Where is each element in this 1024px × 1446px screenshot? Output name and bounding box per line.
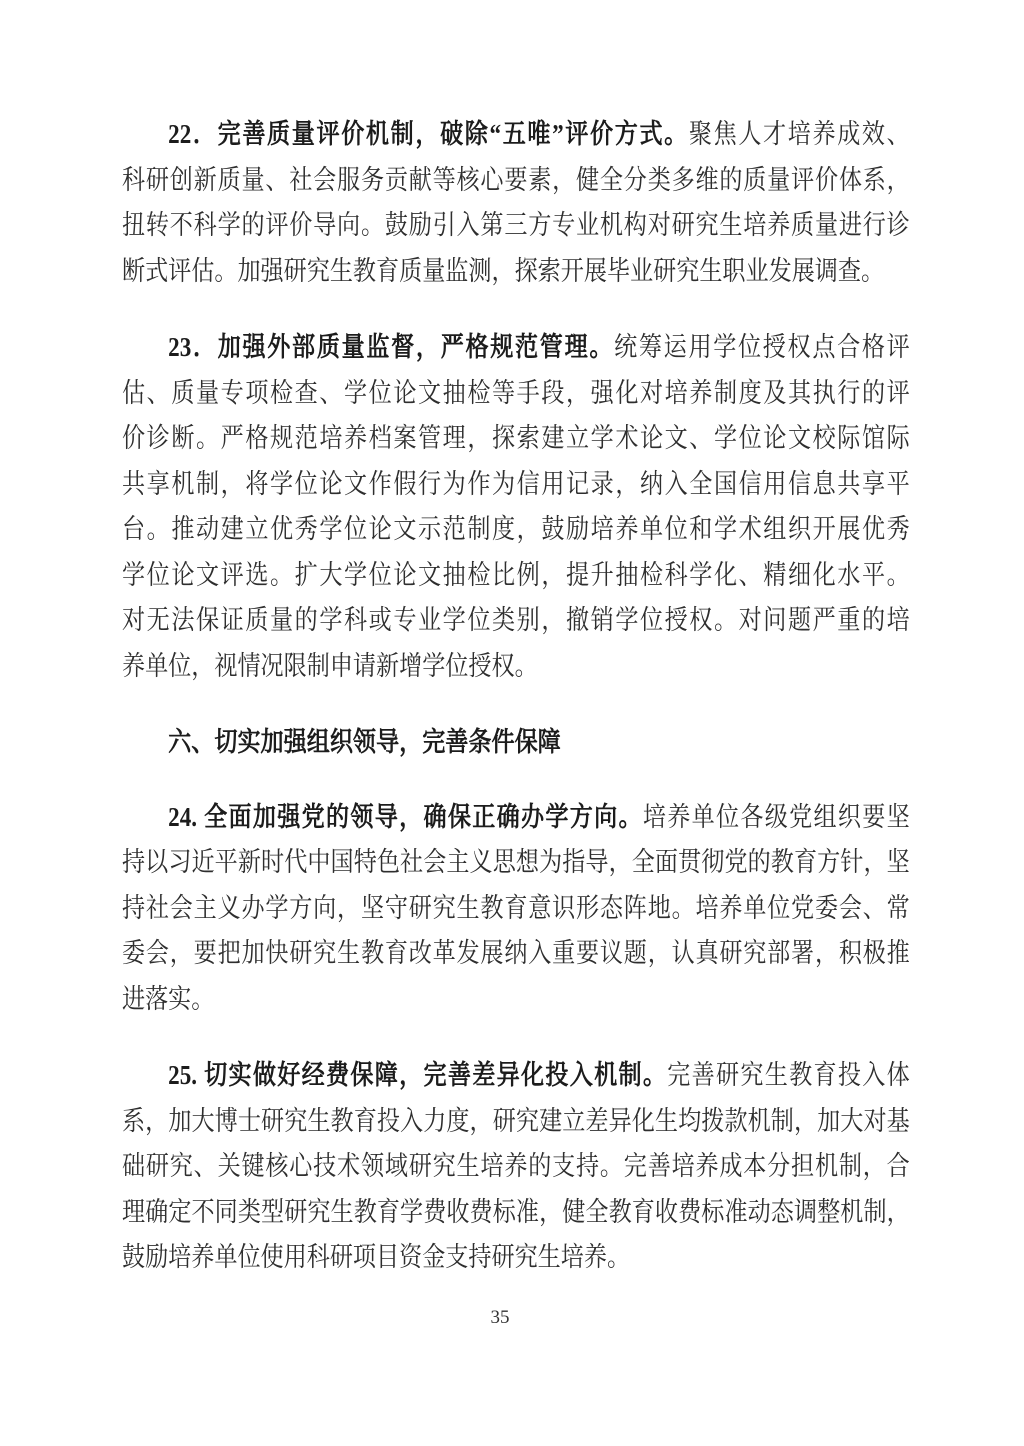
text-line — [122, 203, 910, 249]
body-text: 培养单位各级党组织要坚 — [642, 801, 910, 832]
body-text: 统筹运用学位授权点合格评 — [614, 332, 910, 362]
text-line — [122, 158, 910, 204]
text-line — [122, 795, 910, 841]
bold-lead-text: 25. 切实做好经费保障，完善差异化投入机制。 — [168, 1060, 668, 1090]
body-text: 完善研究生教育投入体 — [667, 1060, 910, 1090]
text-line — [122, 1235, 910, 1281]
body-text: 委会，要把加快研究生教育改革发展纳入重要议题，认真研究部署，积极推 — [122, 938, 910, 968]
body-text: 学位论文评选。扩大学位论文抽检比例，提升抽检科学化、精细化水平。 — [122, 559, 910, 590]
document-body — [122, 112, 910, 1312]
text-line — [122, 977, 910, 1023]
text-line — [122, 553, 910, 599]
page-number: 35 — [490, 1307, 510, 1328]
paragraph-item-22 — [122, 112, 910, 294]
body-text: 养单位，视情况限制申请新增学位授权。 — [122, 650, 538, 681]
text-line — [122, 507, 910, 553]
body-text: 对无法保证质量的学科或专业学位类别，撤销学位授权。对问题严重的培 — [122, 605, 910, 635]
text-line — [122, 1144, 910, 1190]
body-text: 台。推动建立优秀学位论文示范制度，鼓励培养单位和学术组织开展优秀 — [122, 514, 910, 544]
body-text: 系，加大博士研究生教育投入力度，研究建立差异化生均拨款机制，加大对基 — [122, 1105, 910, 1136]
body-text: 础研究、关键核心技术领域研究生培养的支持。完善培养成本分担机制，合 — [122, 1151, 910, 1181]
section-heading-text: 六、切实加强组织领导，完善条件保障 — [168, 727, 561, 757]
body-text: 持以习近平新时代中国特色社会主义思想为指导，全面贯彻党的教育方针，坚 — [122, 847, 910, 877]
paragraph-item-23 — [122, 325, 910, 689]
text-line — [122, 462, 910, 508]
text-line — [122, 840, 910, 886]
body-text: 聚焦人才培养成效、 — [688, 119, 910, 149]
section-heading-6 — [122, 720, 910, 766]
bold-lead-text: 22．完善质量评价机制，破除“五唯”评价方式。 — [168, 119, 689, 149]
body-text: 共享机制，将学位论文作假行为作为信用记录，纳入全国信用信息共享平 — [122, 468, 910, 499]
body-text: 鼓励培养单位使用科研项目资金支持研究生培养。 — [122, 1242, 631, 1272]
body-text: 进落实。 — [122, 983, 215, 1014]
text-line — [122, 371, 910, 417]
bold-lead-text: 23．加强外部质量监督，严格规范管理。 — [168, 332, 615, 362]
text-line — [122, 1190, 910, 1236]
paragraph-item-25 — [122, 1053, 910, 1281]
text-line — [122, 1099, 910, 1145]
text-line — [122, 112, 910, 158]
text-line — [122, 416, 910, 462]
body-text: 价诊断。严格规范培养档案管理，探索建立学术论文、学位论文校际馆际 — [122, 423, 910, 453]
body-text: 扭转不科学的评价导向。鼓励引入第三方专业机构对研究生培养质量进行诊 — [122, 210, 910, 240]
text-line — [122, 325, 910, 371]
body-text: 持社会主义办学方向，坚守研究生教育意识形态阵地。培养单位党委会、常 — [122, 892, 910, 923]
text-line — [122, 1053, 910, 1099]
text-line — [122, 644, 910, 690]
text-line — [122, 249, 910, 295]
body-text: 断式评估。加强研究生教育质量监测，探索开展毕业研究生职业发展调查。 — [122, 255, 885, 286]
body-text: 科研创新质量、社会服务贡献等核心要素，健全分类多维的质量评价体系， — [122, 164, 910, 195]
text-line — [122, 886, 910, 932]
text-line — [122, 598, 910, 644]
paragraph-item-24 — [122, 795, 910, 1023]
body-text: 估、质量专项检查、学位论文抽检等手段，强化对培养制度及其执行的评 — [122, 377, 910, 408]
body-text: 理确定不同类型研究生教育学费收费标准，健全教育收费标准动态调整机制， — [122, 1196, 910, 1227]
bold-lead-text: 24. 全面加强党的领导，确保正确办学方向。 — [168, 801, 643, 832]
text-line — [122, 931, 910, 977]
